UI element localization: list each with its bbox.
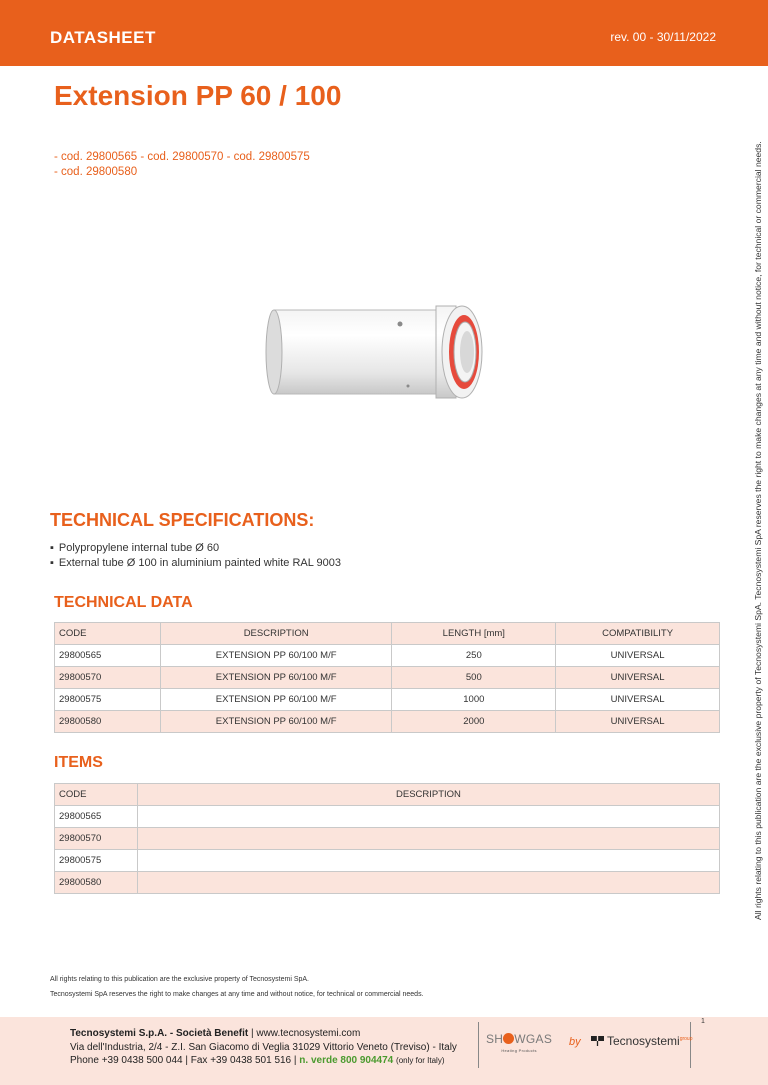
tecnosystemi-group-text: group (679, 1036, 693, 1042)
column-header: DESCRIPTION (137, 784, 719, 806)
company-website[interactable]: | www.tecnosystemi.com (250, 1028, 361, 1039)
rights-line: Tecnosystemi SpA reserves the right to make changes at any time and without notice, for technical or commercial needs. (50, 991, 424, 998)
company-phone-fax: Phone +39 0438 500 044 | Fax +39 0438 501 516 | (70, 1055, 297, 1066)
table-cell: 29800570 (55, 667, 161, 689)
showgas-logo-text: WGAS (514, 1032, 553, 1046)
table-cell: 250 (392, 645, 556, 667)
table-cell: 1000 (392, 689, 556, 711)
datasheet-label: DATASHEET (50, 28, 156, 47)
spec-item: ▪ External tube Ø 100 in aluminium painted white RAL 9003 (50, 556, 341, 571)
items-heading: ITEMS (54, 754, 103, 771)
showgas-logo (486, 1032, 552, 1053)
table-cell: UNIVERSAL (556, 689, 720, 711)
pipe-screw-hole (407, 385, 410, 388)
page-number: 1 (701, 1018, 705, 1025)
table-cell: 29800580 (55, 872, 138, 894)
table-cell: UNIVERSAL (556, 645, 720, 667)
technical-data-table (54, 622, 720, 733)
table-row (55, 689, 720, 711)
company-info (70, 1027, 457, 1068)
table-cell: 500 (392, 667, 556, 689)
table-row (55, 667, 720, 689)
spec-list (50, 541, 341, 571)
technical-data-heading: TECHNICAL DATA (54, 594, 193, 611)
product-codes-line: - cod. 29800565 - cod. 29800570 - cod. 29800575 (54, 151, 310, 163)
table-row (55, 645, 720, 667)
table-cell: 29800565 (55, 806, 138, 828)
table-row (55, 711, 720, 733)
vertical-rights-note: All rights relating to this publication are the exclusive property of Tecnosystemi SpA. Tecnosystemi SpA reserves the right to make changes at any time and without notice, for technical or commercial needs. (753, 141, 763, 920)
table-cell: 29800570 (55, 828, 138, 850)
table-cell (137, 828, 719, 850)
table-cell (137, 850, 719, 872)
pipe-outer-body (274, 310, 438, 394)
tecnosystemi-logo-text: Tecnosystemi (607, 1034, 680, 1048)
table-row (55, 850, 720, 872)
flame-drop-icon (503, 1033, 514, 1044)
table-cell: 2000 (392, 711, 556, 733)
rights-line: All rights relating to this publication are the exclusive property of Tecnosystemi SpA. (50, 976, 309, 983)
toll-free-number: n. verde 800 904474 (299, 1055, 394, 1066)
table-cell: EXTENSION PP 60/100 M/F (160, 645, 392, 667)
tecnosystemi-mark-icon (591, 1036, 604, 1046)
column-header: CODE (55, 623, 161, 645)
items-table (54, 783, 720, 894)
footer-divider (478, 1022, 479, 1068)
tecnosystemi-logo (591, 1034, 693, 1048)
table-row (55, 872, 720, 894)
table-row (55, 806, 720, 828)
table-cell: EXTENSION PP 60/100 M/F (160, 689, 392, 711)
table-cell: 29800565 (55, 645, 161, 667)
showgas-logo-text: SH (486, 1032, 504, 1046)
table-cell (137, 806, 719, 828)
column-header: DESCRIPTION (160, 623, 392, 645)
column-header: CODE (55, 784, 138, 806)
revision-date: rev. 00 - 30/11/2022 (610, 30, 716, 44)
spec-item: ▪ Polypropylene internal tube Ø 60 (50, 541, 341, 556)
table-cell: EXTENSION PP 60/100 M/F (160, 711, 392, 733)
table-header-row (55, 623, 720, 645)
product-codes-line: - cod. 29800580 (54, 166, 138, 178)
table-cell: UNIVERSAL (556, 667, 720, 689)
page-title: Extension PP 60 / 100 (54, 80, 342, 111)
company-address: Via dell'Industria, 2/4 - Z.I. San Giacomo di Veglia 31029 Vittorio Veneto (Treviso) - Italy (70, 1041, 457, 1053)
product-codes (54, 150, 310, 180)
table-cell: 29800575 (55, 689, 161, 711)
table-header-row (55, 784, 720, 806)
company-name: Tecnosystemi S.p.A. - Società Benefit (70, 1028, 249, 1039)
showgas-tagline: Heating Products (501, 1048, 537, 1053)
toll-free-note: (only for Italy) (396, 1056, 445, 1065)
column-header: COMPATIBILITY (556, 623, 720, 645)
rights-notice (50, 972, 424, 1002)
extension-pipe-image (258, 296, 490, 406)
logo-by-text: by (569, 1036, 581, 1048)
table-cell: 29800575 (55, 850, 138, 872)
pipe-left-end (266, 310, 282, 394)
table-cell: EXTENSION PP 60/100 M/F (160, 667, 392, 689)
table-cell: UNIVERSAL (556, 711, 720, 733)
column-header: LENGTH [mm] (392, 623, 556, 645)
table-row (55, 828, 720, 850)
technical-specifications-heading: TECHNICAL SPECIFICATIONS: (50, 510, 315, 530)
pipe-inner-bore (460, 331, 474, 373)
table-cell: 29800580 (55, 711, 161, 733)
pipe-screw-hole (398, 322, 403, 327)
table-cell (137, 872, 719, 894)
